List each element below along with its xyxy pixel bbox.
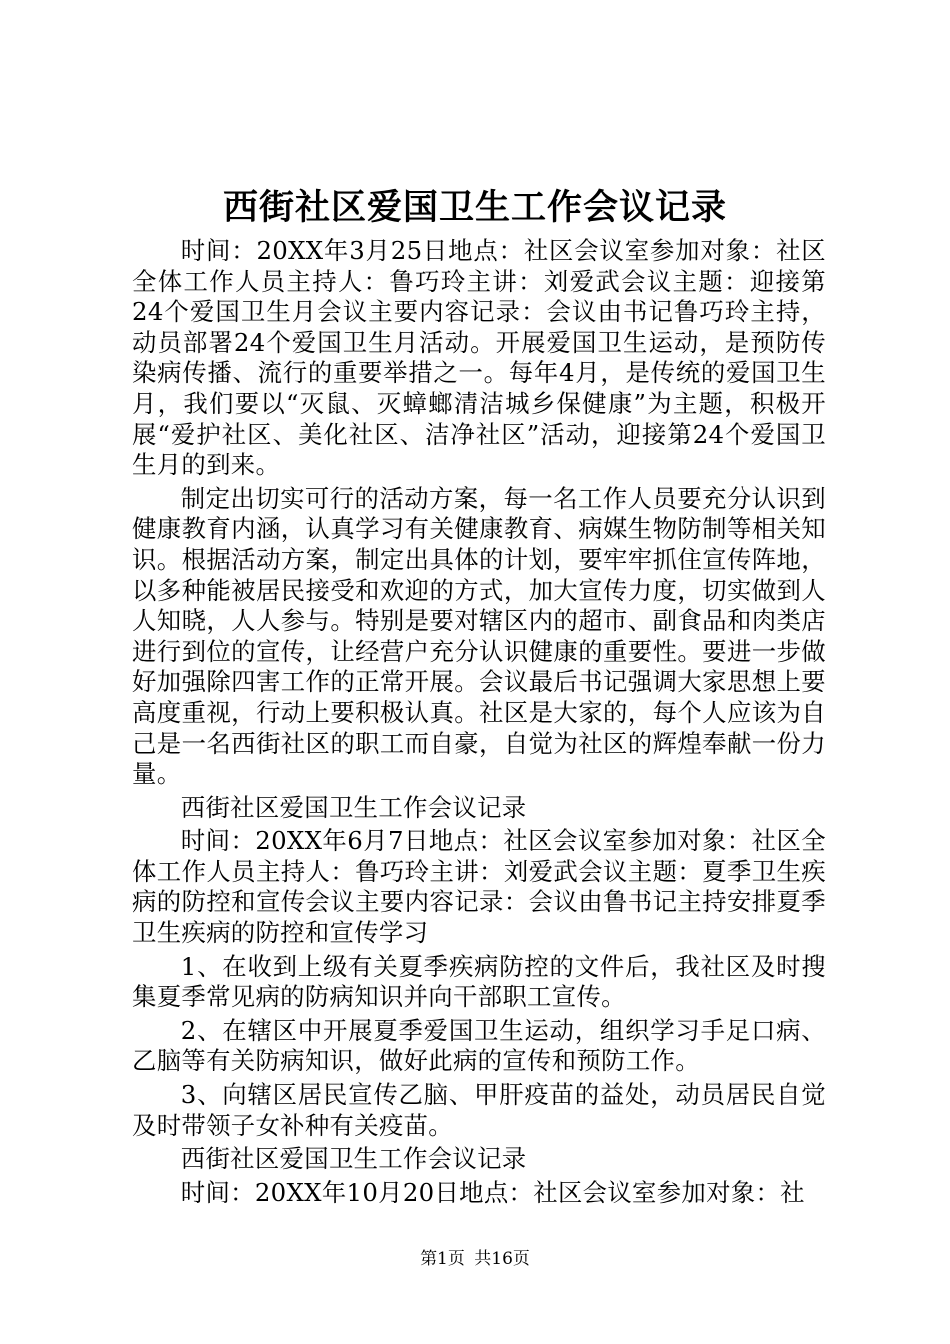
list-item-1: 1、在收到上级有关夏季疾病防控的文件后，我社区及时搜集夏季常见病的防病知识并向干部职工宣传。 xyxy=(132,951,826,1012)
paragraph-meeting-1-plan: 制定出切实可行的活动方案，每一名工作人员要充分认识到健康教育内涵，认真学习有关健康教育、病媒生物防制等相关知识。根据活动方案，制定出具体的计划，要牢牢抓住宣传阵地，以多种能被居民接受和欢迎的方式，加大宣传力度，切实做到人人知晓，人人参与。特别是要对辖区内的超市、副食品和肉类店进行到位的宣传，让经营户充分认识健康的重要性。要进一步做好加强除四害工作的正常开展。会议最后书记强调大家思想上要高度重视，行动上要积极认真。社区是大家的，每个人应该为自己是一名西街社区的职工而自豪，自觉为社区的辉煌奉献一份力量。 xyxy=(132,483,826,789)
list-item-2: 2、在辖区中开展夏季爱国卫生运动，组织学习手足口病、乙脑等有关防病知识，做好此病的宣传和预防工作。 xyxy=(132,1015,826,1076)
page-number-total: 共16页 xyxy=(474,1249,530,1269)
section-heading-meeting-2: 西街社区爱国卫生工作会议记录 xyxy=(180,792,527,822)
paragraph-meeting-3-intro: 时间：20XX年10月20日地点：社区会议室参加对象：社 xyxy=(180,1177,805,1207)
document-title: 西街社区爱国卫生工作会议记录 xyxy=(222,187,727,228)
page-number-current: 第1页 xyxy=(420,1249,465,1269)
paragraph-meeting-1-intro: 时间：20XX年3月25日地点：社区会议室参加对象：社区全体工作人员主持人：鲁巧玲主讲：刘爱武会议主题：迎接第24个爱国卫生月会议主要内容记录：会议由书记鲁巧玲主持，动员部署24个爱国卫生月活动。开展爱国卫生运动，是预防传染病传播、流行的重要举措之一。每年4月，是传统的爱国卫生月，我们要以“灭鼠、灭蟑螂清洁城乡保健康”为主题，积极开展“爱护社区、美化社区、洁净社区”活动，迎接第24个爱国卫生月的到来。 xyxy=(132,236,826,480)
document-body xyxy=(132,236,826,1208)
list-item-3: 3、向辖区居民宣传乙脑、甲肝疫苗的益处，动员居民自觉及时带领子女补种有关疫苗。 xyxy=(132,1080,826,1140)
page-footer xyxy=(0,1244,950,1269)
section-heading-meeting-3: 西街社区爱国卫生工作会议记录 xyxy=(180,1144,527,1174)
paragraph-meeting-2-intro: 时间：20XX年6月7日地点：社区会议室参加对象：社区全体工作人员主持人：鲁巧玲主讲：刘爱武会议主题：夏季卫生疾病的防控和宣传会议主要内容记录：会议由鲁书记主持安排夏季卫生疾病的防控和宣传学习 xyxy=(132,826,826,948)
